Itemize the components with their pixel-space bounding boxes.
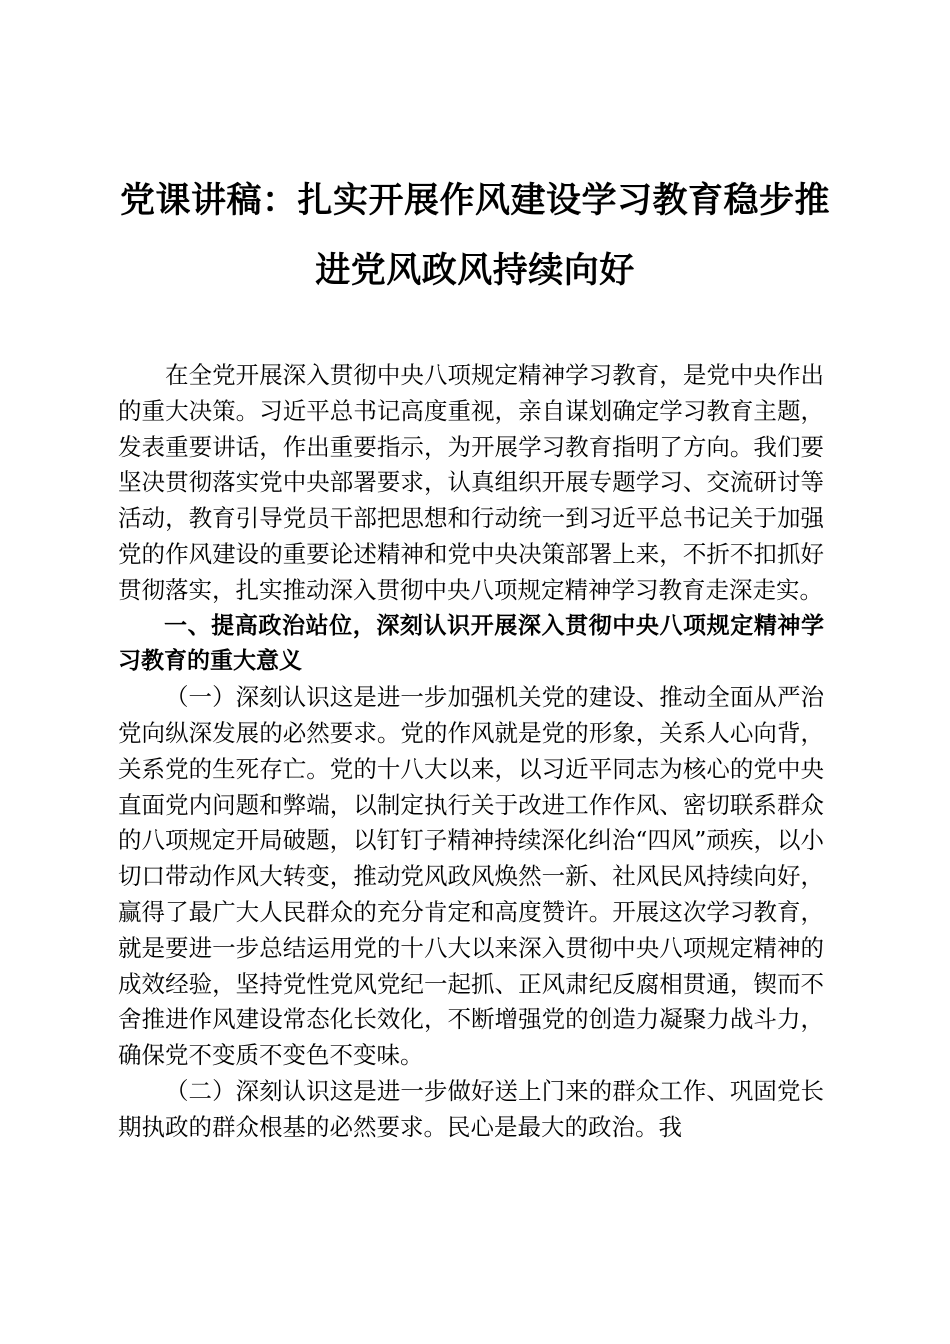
intro-paragraph: 在全党开展深入贯彻中央八项规定精神学习教育，是党中央作出的重大决策。习近平总书记高度重视，亲自谋划确定学习教育主题，发表重要讲话，作出重要指示，为开展学习教育指明了方向。我们要坚决贯彻落实党中央部署要求，认真组织开展专题学习、交流研讨等活动，教育引导党员干部把思想和行动统一到习近平总书记关于加强党的作风建设的重要论述精神和党中央决策部署上来，不折不扣抓好贯彻落实，扎实推动深入贯彻中央八项规定精神学习教育走深走实。 — [118, 361, 824, 604]
subsection-paragraph-2: （二）深刻认识这是进一步做好送上门来的群众工作、巩固党长期执政的群众根基的必然要求。民心是最大的政治。我 — [118, 1076, 824, 1141]
document-title: 党课讲稿：扎实开展作风建设学习教育稳步推进党风政风持续向好 — [119, 180, 830, 291]
document-body — [118, 358, 824, 1146]
subsection-paragraph-1: （一）深刻认识这是进一步加强机关党的建设、推动全面从严治党向纵深发展的必然要求。党的作风就是党的形象，关系人心向背，关系党的生死存亡。党的十八大以来，以习近平同志为核心的党中央直面党内问题和弊端，以制定执行关于改进工作作风、密切联系群众的八项规定开局破题，以钉钉子精神持续深化纠治“四风”顽疾，以小切口带动作风大转变，推动党风政风焕然一新、社风民风持续向好，赢得了最广大人民群众的充分肯定和高度赞许。开展这次学习教育，就是要进一步总结运用党的十八大以来深入贯彻中央八项规定精神的成效经验，坚持党性党风党纪一起抓、正风肃纪反腐相贯通，锲而不舍推进作风建设常态化长效化，不断增强党的创造力凝聚力战斗力，确保党不变质不变色不变味。 — [118, 683, 824, 1070]
section-heading-1: 一、提高政治站位，深刻认识开展深入贯彻中央八项规定精神学习教育的重大意义 — [118, 612, 824, 675]
